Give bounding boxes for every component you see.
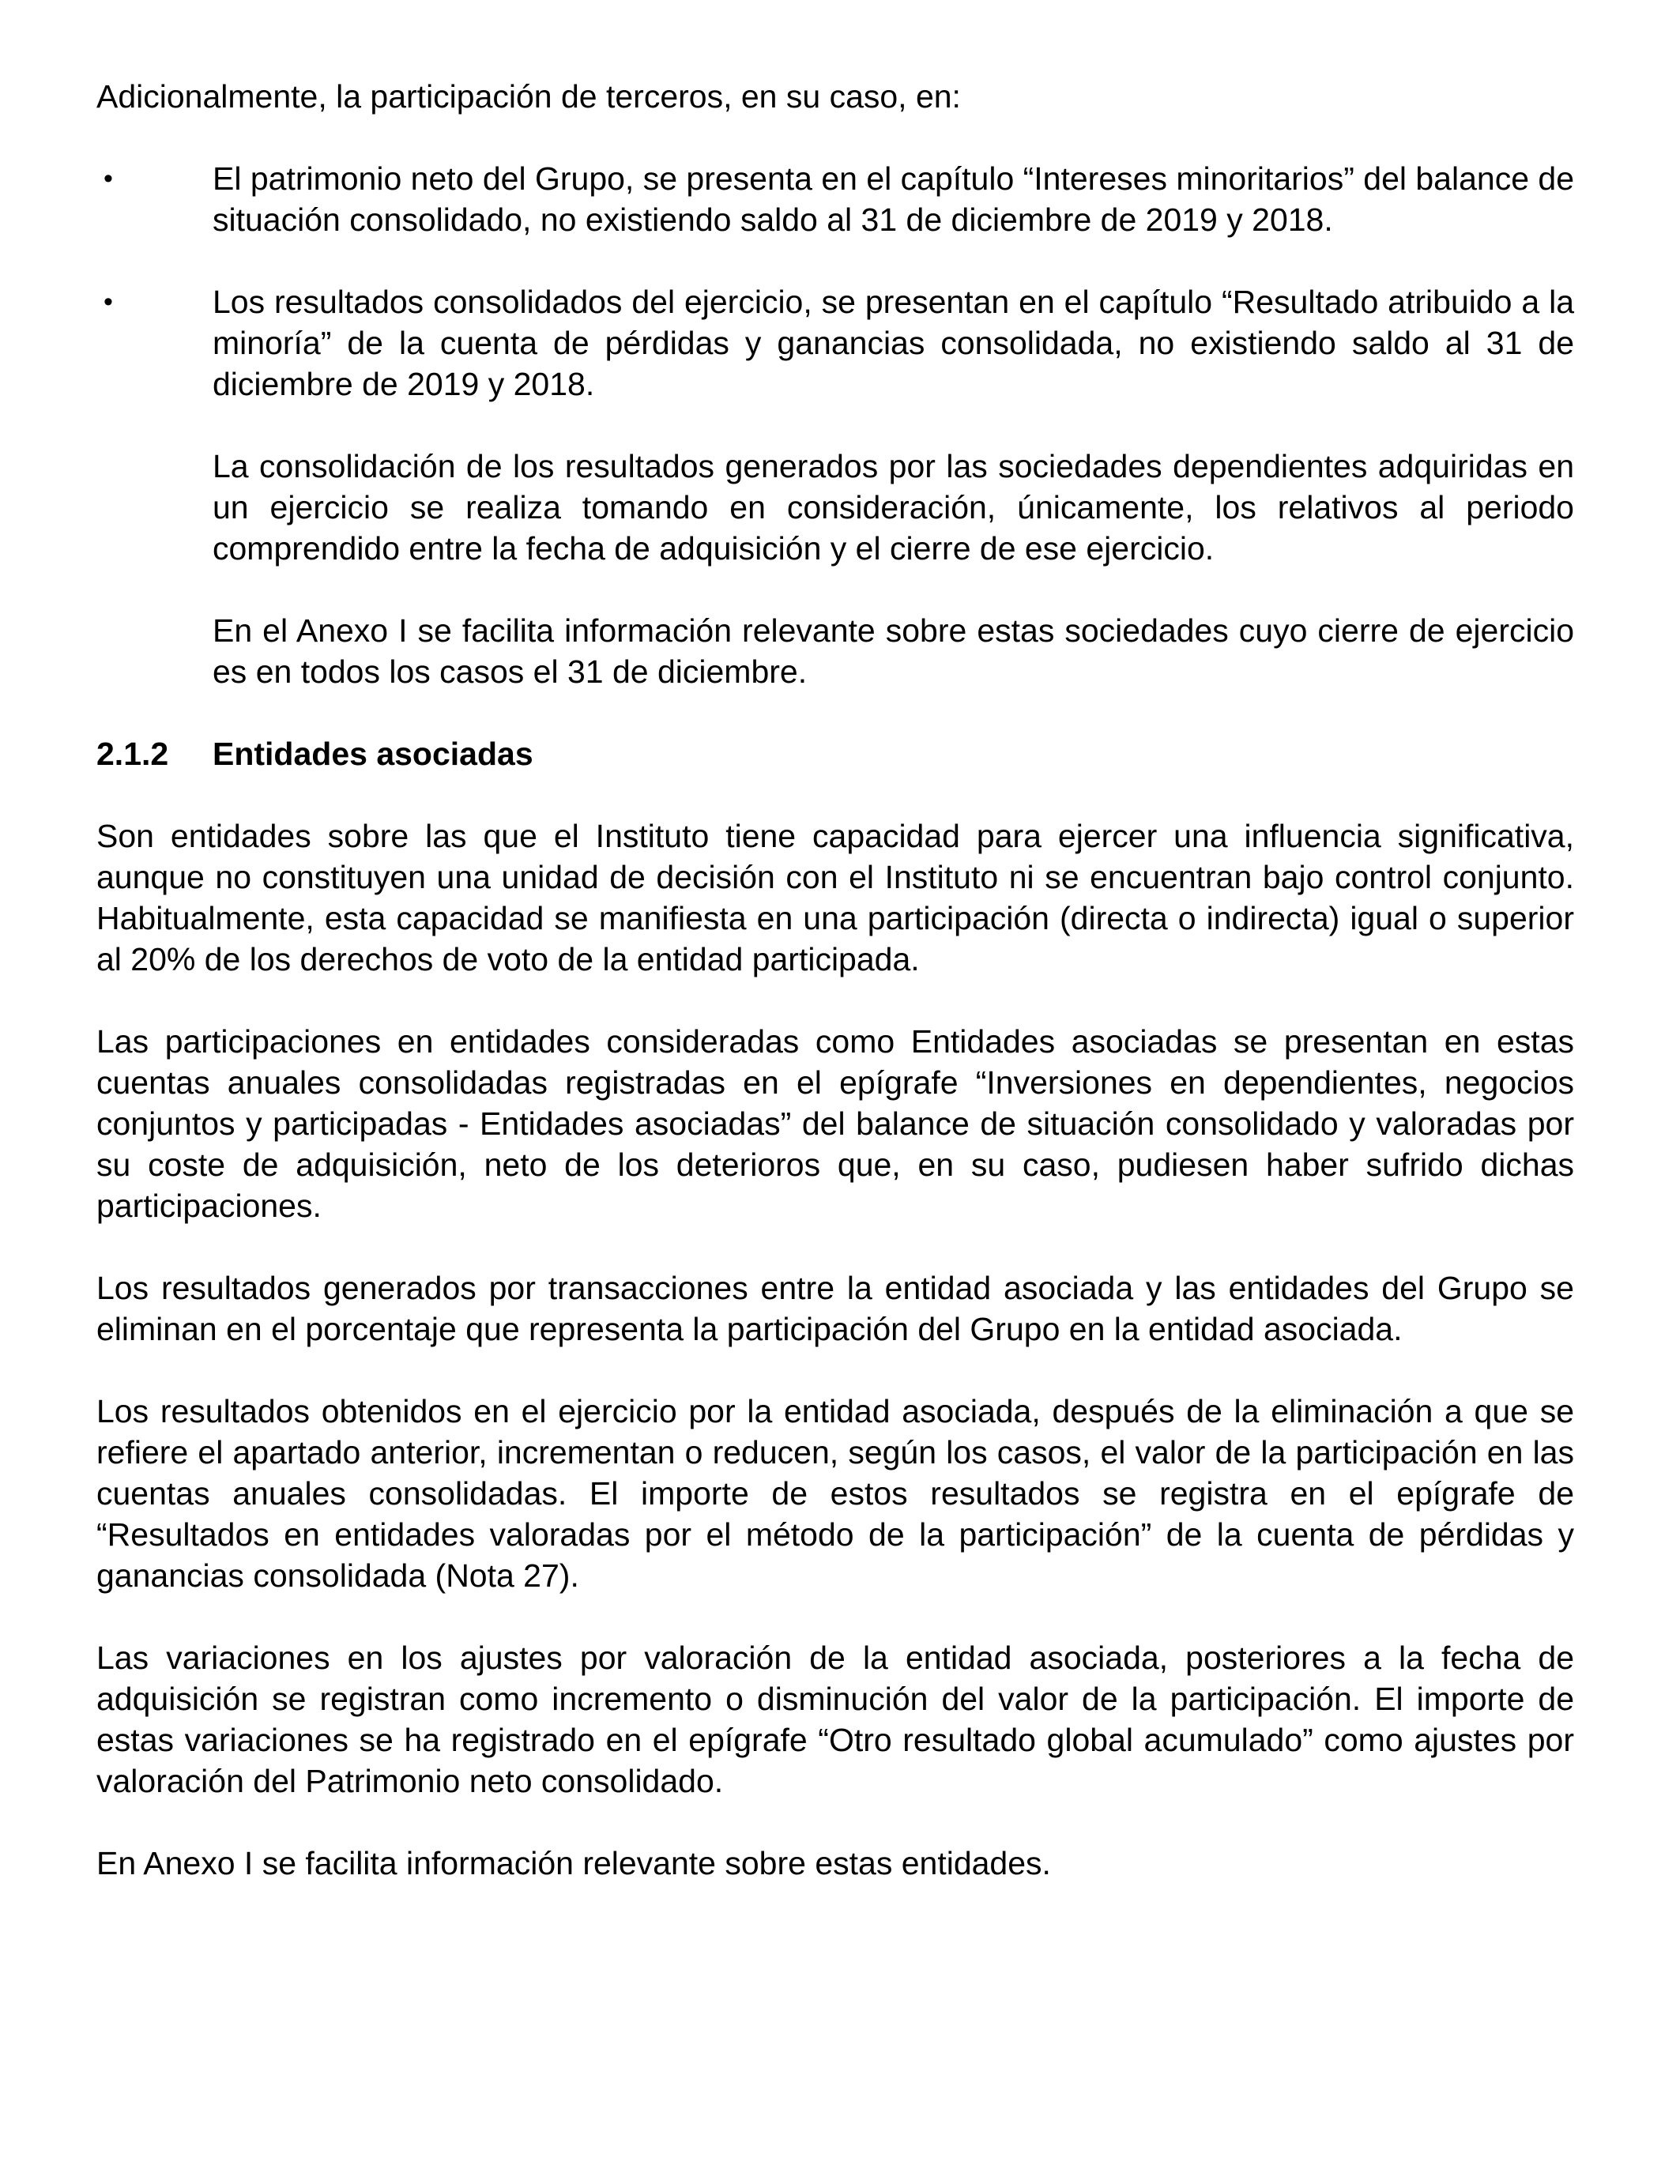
bullet-item-results: [96, 281, 1574, 692]
bullet-icon: •: [104, 287, 113, 317]
bullet-icon: •: [104, 164, 113, 194]
intro-paragraph: Adicionalmente, la participación de terceros, en su caso, en:: [96, 78, 961, 115]
body-paragraph: Las variaciones en los ajustes por valoración de la entidad asociada, posteriores a la fecha de adquisición se registran como incremento o disminución del valor de la participación. El importe de estas variaciones se ha registrado en el epígrafe “Otro resultado global acumulado” como ajustes por valoración del Patrimonio neto consolidado.: [96, 1640, 1574, 1799]
body-paragraph: Los resultados obtenidos en el ejercicio por la entidad asociada, después de la eliminación a que se refiere el apartado anterior, incrementan o reducen, según los casos, el valor de la participación en las cuentas anuales consolidadas. El importe de estos resultados se registra en el epígrafe de “Resultados en entidades valoradas por el método de la participación” de la cuenta de pérdidas y ganancias consolidada (Nota 27).: [96, 1393, 1574, 1594]
bullet-paragraph: El patrimonio neto del Grupo, se presenta en el capítulo “Intereses minoritarios” del balance de situación consolidado, no existiendo saldo al 31 de diciembre de 2019 y 2018.: [213, 160, 1574, 238]
body-paragraph: Los resultados generados por transacciones entre la entidad asociada y las entidades del Grupo se eliminan en el porcentaje que representa la participación del Grupo en la entidad asociada.: [96, 1270, 1574, 1347]
body-paragraph: Las participaciones en entidades consideradas como Entidades asociadas se presentan en estas cuentas anuales consolidadas registradas en el epígrafe “Inversiones en dependientes, negocios conjuntos y participadas - Entidades asociadas” del balance de situación consolidado y valoradas por su coste de adquisición, neto de los deterioros que, en su caso, pudiesen haber sufrido dichas participaciones.: [96, 1023, 1574, 1224]
section-title: Entidades asociadas: [213, 736, 533, 772]
bullet-sub-paragraph: La consolidación de los resultados generados por las sociedades dependientes adquiridas en un ejercicio se realiza tomando en consideración, únicamente, los relativos al periodo comprendido entre la fecha de adquisición y el cierre de ese ejercicio.: [213, 448, 1574, 567]
bullet-item-equity: [96, 158, 1574, 240]
bullet-paragraph: Los resultados consolidados del ejercicio, se presentan en el capítulo “Resultado atribuido a la minoría” de la cuenta de pérdidas y ganancias consolidada, no existiendo saldo al 31 de diciembre de 2019 y 2018.: [213, 284, 1574, 402]
section-heading: [96, 733, 1574, 774]
bullet-sub-paragraph: En el Anexo I se facilita información relevante sobre estas sociedades cuyo cierre de ejercicio es en todos los casos el 31 de diciembre.: [213, 612, 1574, 690]
body-paragraph: Son entidades sobre las que el Instituto tiene capacidad para ejercer una influencia significativa, aunque no constituyen una unidad de decisión con el Instituto ni se encuentran bajo control conjunto. Habitualmente, esta capacidad se manifiesta en una participación (directa o indirecta) igual o superior al 20% de los derechos de voto de la entidad participada.: [96, 818, 1574, 977]
document-page: [96, 76, 1574, 1925]
bullet-list: [96, 158, 1574, 692]
section-number: 2.1.2: [96, 736, 169, 772]
body-paragraph: En Anexo I se facilita información relevante sobre estas entidades.: [96, 1845, 1051, 1881]
